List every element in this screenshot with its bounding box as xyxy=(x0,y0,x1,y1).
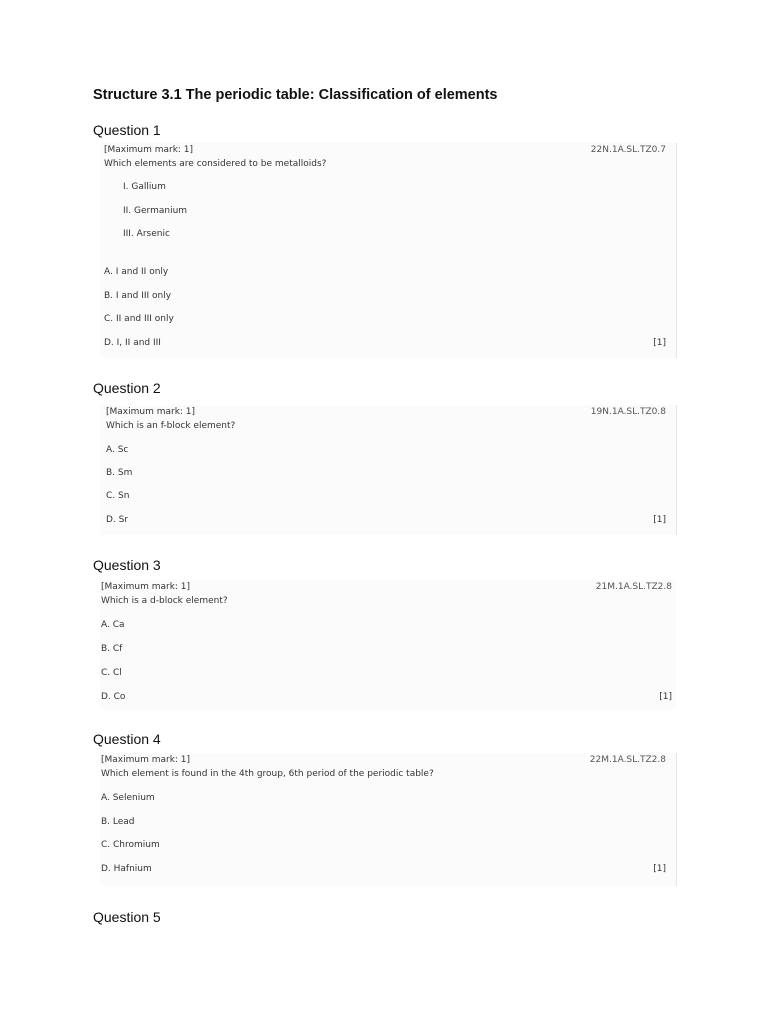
option-c: C. Chromium xyxy=(101,840,160,850)
option-a: A. Selenium xyxy=(101,793,155,803)
option-b: B. Sm xyxy=(106,468,133,478)
option-d: D. Hafnium xyxy=(101,864,152,874)
statement-item: II. Germanium xyxy=(123,206,188,216)
question-stem: Which elements are considered to be metalloids? xyxy=(104,159,327,169)
question-2-panel xyxy=(100,405,677,535)
question-3-heading: Question 3 xyxy=(93,557,161,573)
question-code: 22N.1A.SL.TZ0.7 xyxy=(590,145,666,155)
question-4-panel xyxy=(100,753,677,886)
question-stem: Which element is found in the 4th group, 6th period of the periodic table? xyxy=(101,769,434,779)
question-1-heading: Question 1 xyxy=(93,122,161,138)
option-d: D. I, II and III xyxy=(104,338,161,348)
option-a: A. I and II only xyxy=(104,267,169,277)
option-c: C. II and III only xyxy=(104,314,174,324)
question-code: 21M.1A.SL.TZ2.8 xyxy=(595,582,672,592)
option-a: A. Ca xyxy=(101,620,125,630)
question-code: 22M.1A.SL.TZ2.8 xyxy=(589,755,666,765)
option-c: C. Sn xyxy=(106,491,130,501)
option-b: B. I and III only xyxy=(104,291,172,301)
question-2-heading: Question 2 xyxy=(93,380,161,396)
option-d: D. Co xyxy=(101,692,126,702)
question-1-panel xyxy=(100,143,677,358)
option-a: A. Sc xyxy=(106,445,129,455)
option-b: B. Cf xyxy=(101,644,123,654)
score-mark: [1] xyxy=(653,338,666,348)
question-stem: Which is an f-block element? xyxy=(106,421,236,431)
option-b: B. Lead xyxy=(101,817,135,827)
question-stem: Which is a d-block element? xyxy=(101,596,228,606)
question-3-panel xyxy=(100,580,676,710)
max-mark: [Maximum mark: 1] xyxy=(101,582,191,592)
question-5-heading: Question 5 xyxy=(93,909,161,925)
max-mark: [Maximum mark: 1] xyxy=(101,755,191,765)
score-mark: [1] xyxy=(659,692,672,702)
statement-item: I. Gallium xyxy=(123,182,166,192)
score-mark: [1] xyxy=(653,515,666,525)
max-mark: [Maximum mark: 1] xyxy=(104,145,194,155)
score-mark: [1] xyxy=(653,864,666,874)
option-d: D. Sr xyxy=(106,515,129,525)
question-code: 19N.1A.SL.TZ0.8 xyxy=(590,407,666,417)
page-title: Structure 3.1 The periodic table: Classification of elements xyxy=(93,87,498,103)
statement-item: III. Arsenic xyxy=(123,229,170,239)
question-4-heading: Question 4 xyxy=(93,731,161,747)
option-c: C. Cl xyxy=(101,668,122,678)
max-mark: [Maximum mark: 1] xyxy=(106,407,196,417)
